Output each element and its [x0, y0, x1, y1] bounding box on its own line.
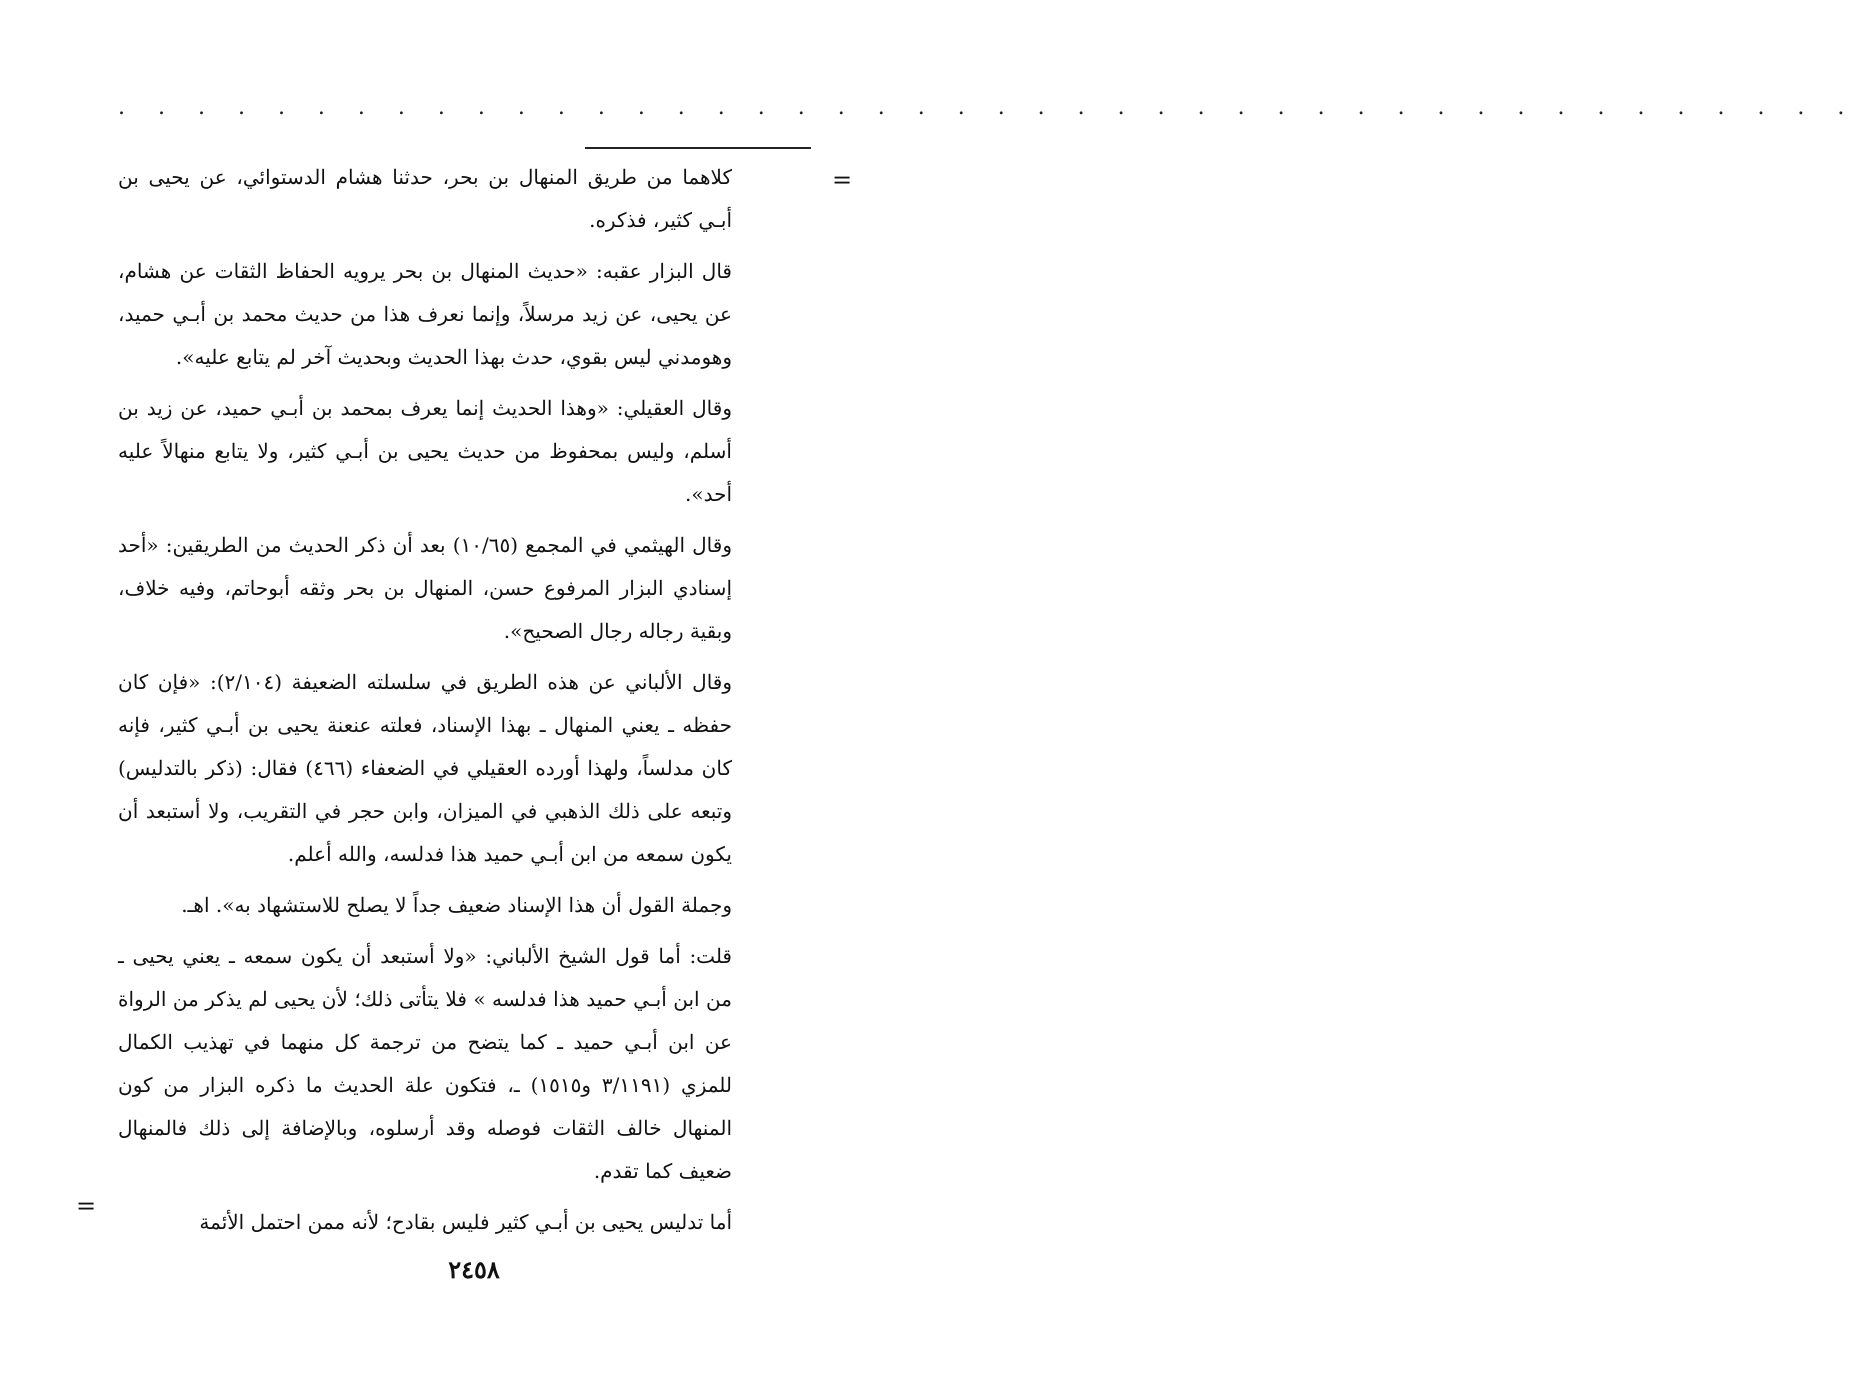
footnote-rule — [585, 147, 811, 149]
paragraph-6: وجملة القول أن هذا الإسناد ضعيف جداً لا يصلح للاستشهاد به». اهـ. — [181, 893, 732, 917]
continuation-mark-bottom: = — [76, 1192, 97, 1220]
paragraph-7: قلت: أما قول الشيخ الألباني: «ولا أستبعد أن يكون سمعه ـ يعني يحيى ـ من ابن أبـي حميد هذا فدلسه » فلا يتأتى ذلك؛ لأن يحيى لم يذكر من الرواة عن ابن أبـي حميد ـ كما يتضح من ترجمة كل منهما في تهذيب الكمال للمزي (٣/١١٩١ و١٥١٥) ـ، فتكون علة الحديث ما ذكره البزار من كون المنهال خالف الثقات فوصله وقد أرسلوه، وبالإضافة إلى ذلك فالمنهال ضعيف كما تقدم. — [118, 944, 733, 1183]
paragraph-8: أما تدليس يحيى بن أبـي كثير فليس بقادح؛ لأنه ممن احتمل الأئمة — [199, 1210, 732, 1234]
page-number: ٢٤٥٨ — [448, 1255, 500, 1284]
paragraph-4: وقال الهيثمي في المجمع (١٠/٦٥) بعد أن ذكر الحديث من الطريقين: «أحد إسنادي البزار المرفوع حسن، المنهال بن بحر وثقه أبوحاتم، وفيه خلاف، وبقية رجاله رجال الصحيح». — [118, 533, 732, 643]
continuation-mark-top: = — [832, 166, 853, 194]
paragraph-1: كلاهما من طريق المنهال بن بحر، حدثنا هشام الدستوائي، عن يحيى بن أبـي كثير، فذكره. — [118, 165, 732, 232]
paragraph-5: وقال الألباني عن هذه الطريق في سلسلته الضعيفة (٢/١٠٤): «فإن كان حفظه ـ يعني المنهال ـ بهذا الإسناد، فعلته عنعنة يحيى بن أبـي كثير، فإنه كان مدلساً، ولهذا أورده العقيلي في الضعفاء (٤٦٦) فقال: (ذكر بالتدليس) وتبعه على ذلك الذهبي في الميزان، وابن حجر في التقريب، ولا أستبعد أن يكون سمعه من ابن أبـي حميد هذا فدلسه، والله أعلم. — [118, 670, 733, 866]
footnote-text — [118, 156, 732, 1252]
paragraph-3: وقال العقيلي: «وهذا الحديث إنما يعرف بمحمد بن أبـي حميد، عن زيد بن أسلم، وليس بمحفوظ من حديث يحيى بن أبـي كثير، ولا يتابع منهالاً عليه أحد». — [118, 396, 732, 506]
paragraph-2: قال البزار عقبه: «حديث المنهال بن بحر يرويه الحفاظ الثقات عن هشام، عن يحيى، عن زيد مرسلاً، وإنما نعرف هذا من حديث محمد بن أبـي حميد، وهومدني ليس بقوي، حدث بهذا الحديث وبحديث آخر لم يتابع عليه». — [118, 259, 732, 369]
dotted-separator: . . . . . . . . . . . . . . . . . . . . . . . . . . . . . . . . . . . . . . . . . . . . — [118, 95, 1857, 120]
